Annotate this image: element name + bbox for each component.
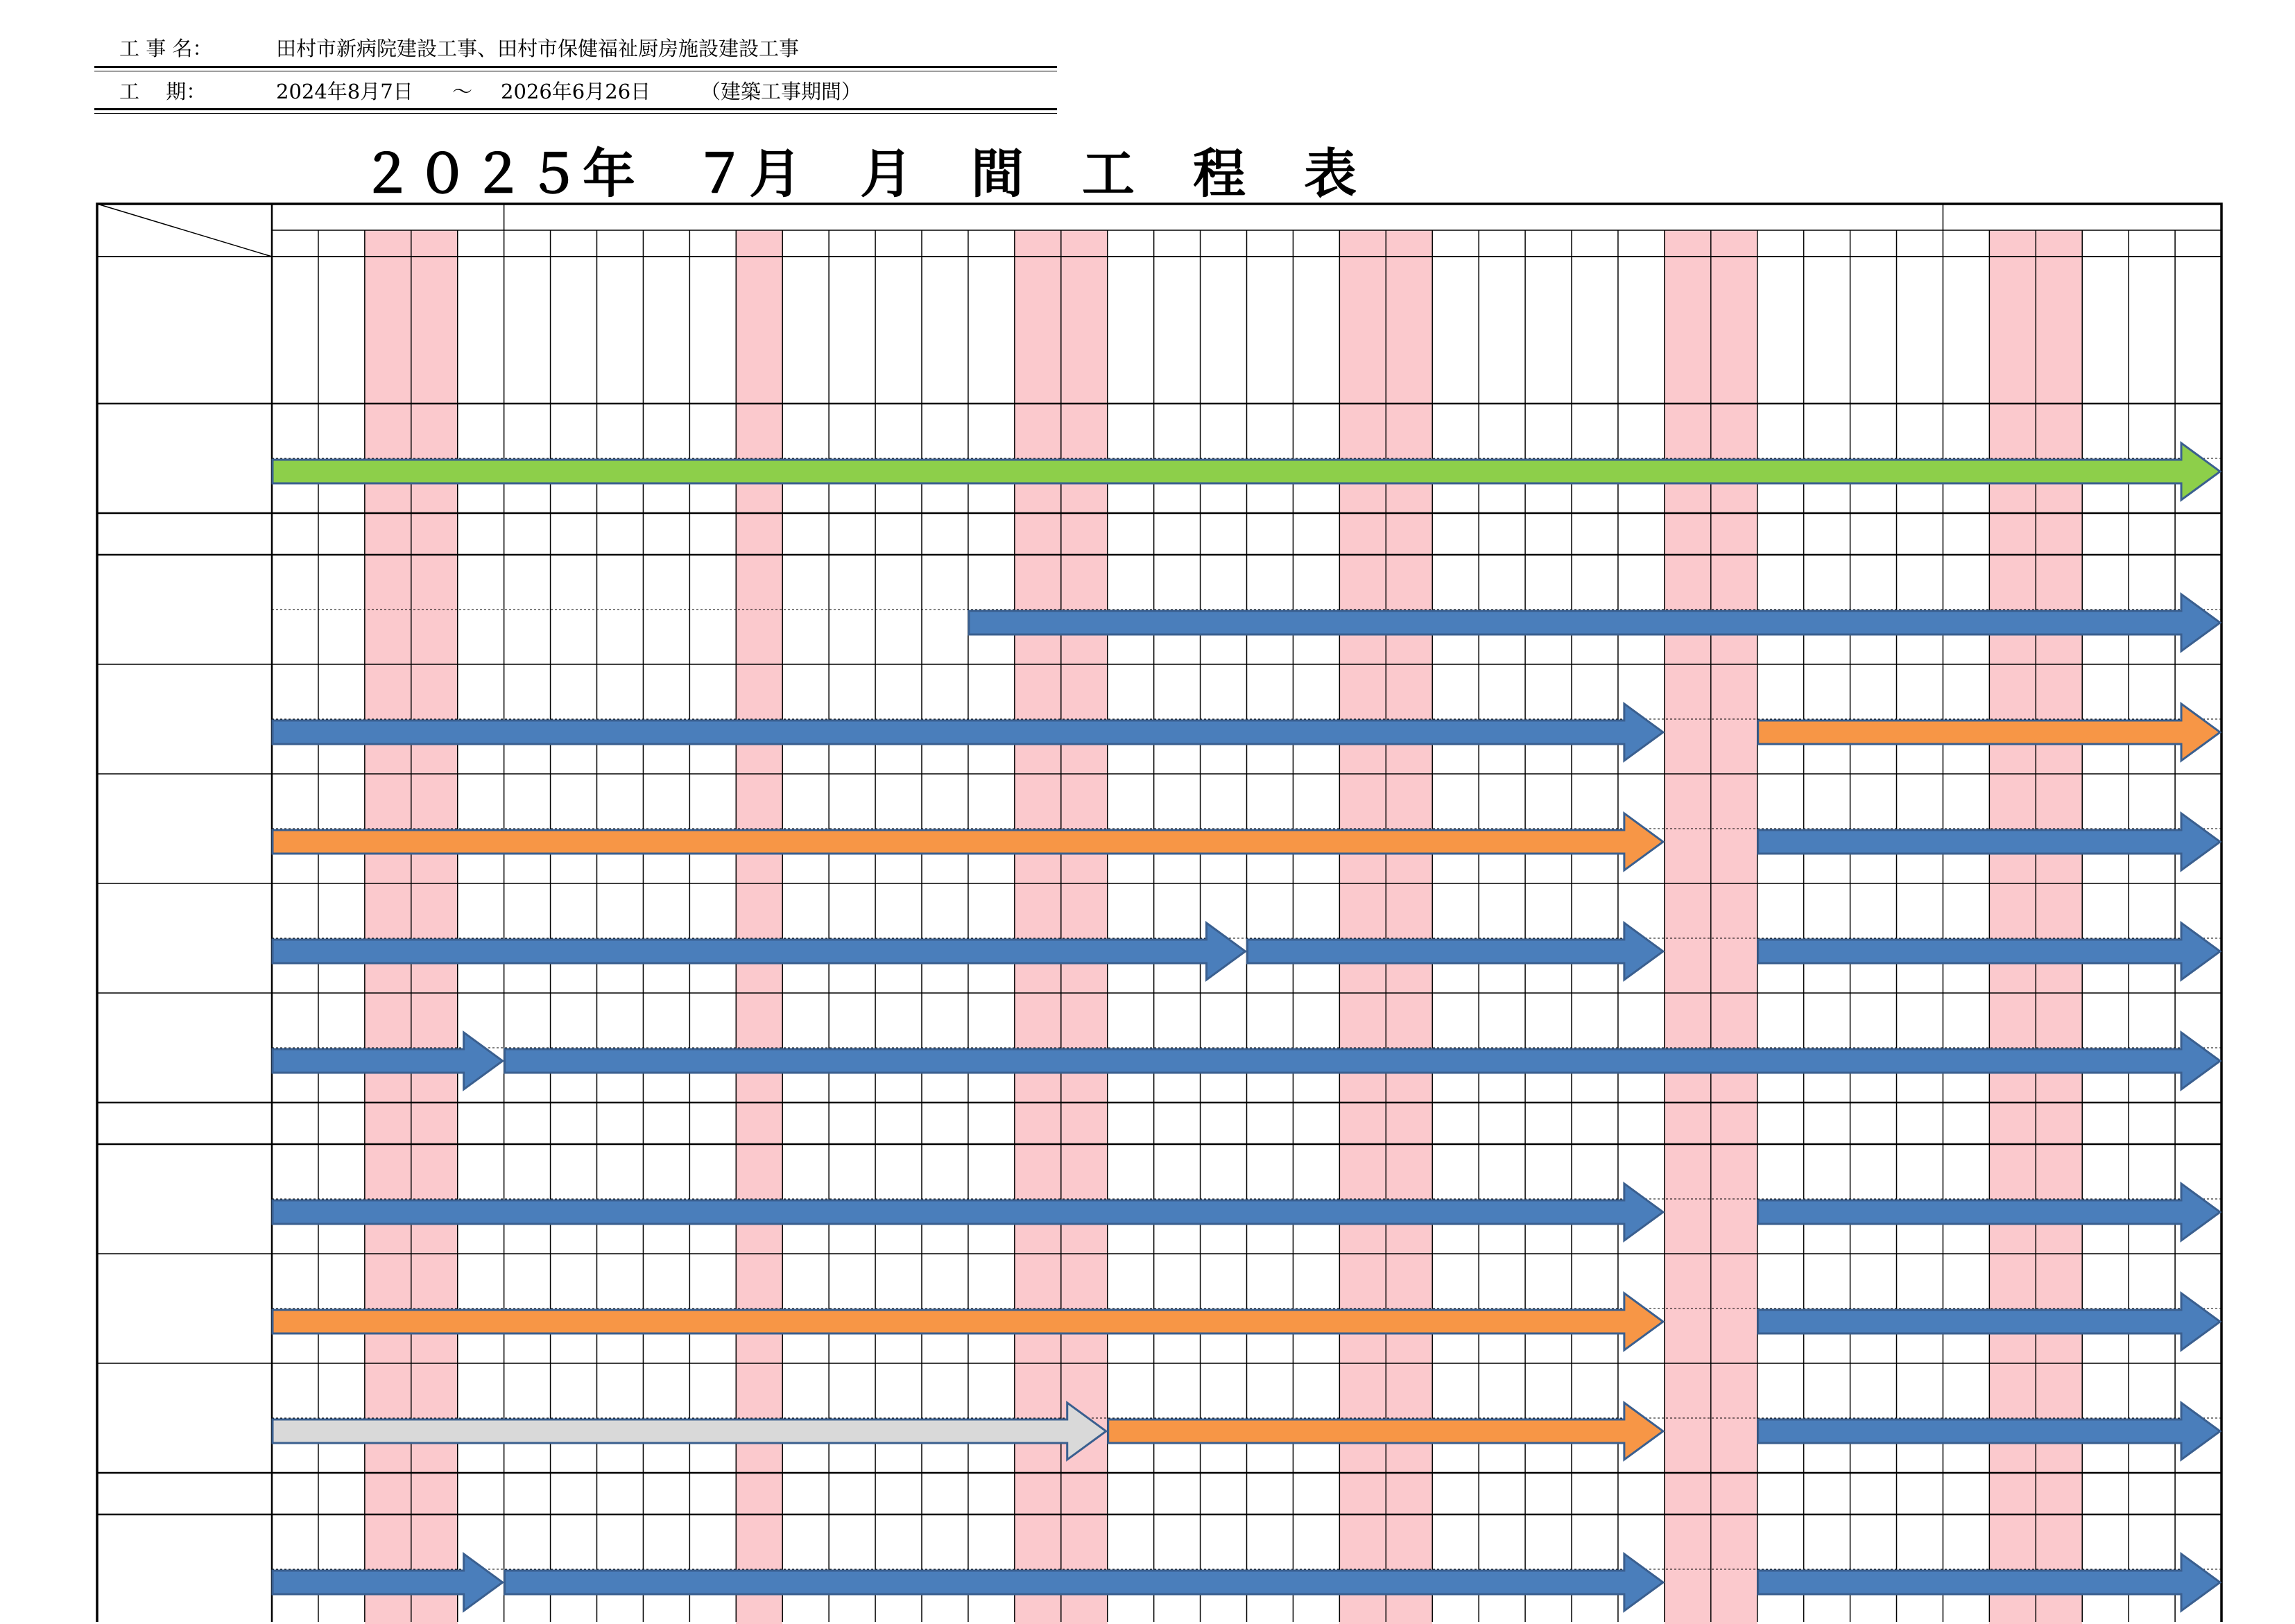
project-label: 工 事 名： (119, 37, 213, 60)
project-name: 田村市新病院建設工事、田村市保健福祉厨房施設建設工事 (276, 37, 800, 60)
schedule-arrow (273, 1033, 503, 1089)
period-start: 2024年8月7日 (276, 80, 413, 103)
table-border (97, 204, 2221, 1622)
schedule-arrow (969, 594, 2220, 651)
schedule-arrow (273, 1554, 503, 1611)
schedule-arrow (505, 1033, 2220, 1089)
period-end: 2026年6月26日 (501, 80, 651, 103)
page-title: ２０２５年 ７月 月 間 工 程 表 (361, 143, 1359, 205)
period-separator: ～ (452, 80, 473, 103)
period-note: （建築工事期間） (700, 80, 862, 103)
schedule-arrow (273, 923, 1246, 980)
schedule-arrow (505, 1554, 1663, 1611)
period-label: 工 期： (119, 80, 207, 103)
corner-diagonal (97, 204, 272, 257)
schedule-arrow (1248, 923, 1663, 980)
